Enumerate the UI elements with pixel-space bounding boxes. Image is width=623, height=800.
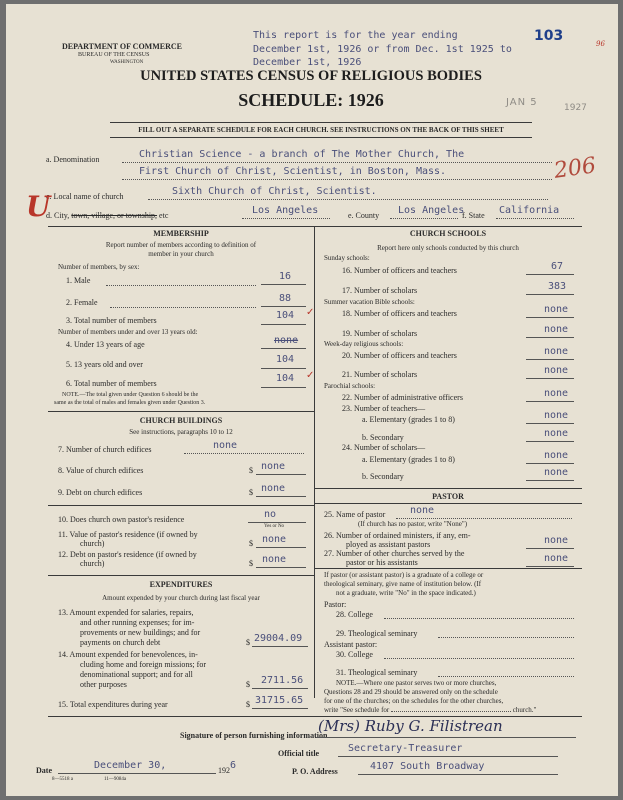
q28-label: 28. College xyxy=(336,610,373,619)
q12-label-1: 12. Debt on pastor's residence (if owned by xyxy=(58,550,197,559)
q13-line4: payments on church debt xyxy=(80,638,161,647)
buildings-heading: CHURCH BUILDINGS xyxy=(139,416,223,425)
county-label: e. County xyxy=(348,211,380,220)
q25-label: 25. Name of pastor xyxy=(324,510,386,519)
grad-line1: If pastor (or assistant pastor) is a graduate of a college or xyxy=(324,571,484,579)
date-value: December 30, xyxy=(94,760,167,771)
female-value: 88 xyxy=(279,293,292,304)
denomination-value-line1: Christian Science - a branch of The Mother Church, The xyxy=(139,149,465,160)
city-value: Los Angeles xyxy=(252,205,319,216)
pastor-note-4: write "See schedule for xyxy=(324,706,390,714)
q9-value: none xyxy=(261,483,286,494)
city-label-struck: town, village, or township, xyxy=(71,211,158,220)
pastor-note-4-end: church." xyxy=(512,706,537,714)
q25-value: none xyxy=(410,505,435,516)
weekday-schools-label: Week-day religious schools: xyxy=(324,340,404,348)
census-form-page: DEPARTMENT OF COMMERCE BUREAU OF THE CENSUS WASHINGTON This report is for the year ending December 1st, 1926 or from Dec. 1st 1925 to December 1st, 1926 103 96 UNITED STATES CENSUS OF RELIGIOUS BODIES SCHEDULE: 1926 JAN 5 1927 FILL OUT A SEPARATE SCHEDULE FOR EACH CHURCH. SEE INSTRUCTIONS ON THE BACK OF THIS SHEET a. Denomination Christian Science - a branch of The Mother Church, The First Church of Christ, Scientist, in Boston, Mass. 206 c. Local name of church Sixth Church of Christ, Scientist. U d. City, town, village, or township, etc Los Angeles e. County Los Angeles f. State California MEMBERSHIP Report number of members according to definition of member in your church Number of members, by sex: 1. Male 16 2. Female 88 3. Total number of members 104 ✓ Number of members under and over 13 years old: 4. Under 13 years of age none 5. 13 years old and over 104 6. Total number of members 104 ✓ NOTE.—The total given under Question 6 should be the same as the total of males and females given under Question 3. CHURCH BUILDINGS See instructions, paragraphs 10 to 12 7. Number of church edifices none 8. Value of church edifices $ none 9. Debt on church edifices $ none 10. Does church own pastor's residence no Yes or No 11. Value of pastor's residence (if owned by church) $ none 12. Debt on pastor's residence (if owned by church) $ none EXPENDITURES Amount expended by your church during last fiscal year 13. Amount expended for salaries, repairs, and other running expenses; for im- provements or new buildings; and for payments on church debt $ 29004.09 14. Amount expended for benevolences, in- cluding home and foreign missions; for denominational support; and for all other purposes $ 2711.56 15. Total expenditures during year $ 31715.65 CHURCH SCHOOLS Report here only schools conducted by this church Sunday schools: 16. Number of officers and teachers 67 17. Number of scholars 383 Summer vacation Bible schools: 18. Number of officers and teachers none 19. Number of scholars none Week-day religious schools: 20. Number of officers and teachers none 21. Number of scholars none Parochial schools: 22. Number of administrative officers none 23. Number of teachers— a. Elementary (grades 1 to 8) none b. Secondary none 24. Number of scholars— a. Elementary (grades 1 to 8) none b. Secondary none PASTOR 25. Name of pastor none (If church has no pastor, write "None") 26. Number of ordained ministers, if any, em- ployed as assistant pastors none 27. Number of other churches served by the pastor or his assistants none If pastor (or assistant pastor) is a graduate of a college or theological seminary, give name of institution below. (If not a graduate, write "No" in the space indicated.) Pastor: 28. College 29. Theological seminary Assistant pastor: 30. College 31. Theological seminary NOTE.—Where one pastor serves two or more churches, Questions 28 and 29 should be answered only on the schedule for one of the churches; on the schedules for the other churches, write "See schedule for church." Signature of person furnishing information (Mrs) Ruby G. Filistrean Official title Secretary-Treasurer Date December 30, 192 6 8—5518 a 11—9084a P. O. Address 4107 South Broadway xyxy=(6,4,618,796)
pastor-label: Pastor: xyxy=(324,600,347,609)
q26-line2: ployed as assistant pastors xyxy=(346,540,431,549)
q15-value: 31715.65 xyxy=(255,695,304,706)
q24b-value: none xyxy=(544,467,569,478)
typed-note-line3: December 1st, 1926 xyxy=(253,57,362,68)
expenditures-subheading: Amount expended by your church during last fiscal year xyxy=(102,594,260,602)
typed-note-line1: This report is for the year ending xyxy=(253,30,458,41)
form-number: 103 xyxy=(534,28,564,44)
q23b-label: b. Secondary xyxy=(362,433,404,442)
pastor-heading: PASTOR xyxy=(432,492,464,501)
total-by-age-label: 6. Total number of members xyxy=(66,379,157,388)
q15-label: 15. Total expenditures during year xyxy=(58,700,168,709)
expenditures-heading: EXPENDITURES xyxy=(149,580,213,589)
q10-value: no xyxy=(264,509,277,520)
under-13-label: 4. Under 13 years of age xyxy=(66,340,145,349)
q16-label: 16. Number of officers and teachers xyxy=(342,266,457,275)
state-value: California xyxy=(499,205,560,216)
denomination-label: a. Denomination xyxy=(46,155,100,164)
q14-currency: $ xyxy=(246,680,250,689)
q12-label-2: church) xyxy=(80,559,105,568)
membership-note-2: same as the total of males and females given under Question 3. xyxy=(54,400,206,406)
membership-subheading-2: member in your church xyxy=(148,250,214,258)
buildings-subheading: See instructions, paragraphs 10 to 12 xyxy=(129,428,233,436)
q23b-value: none xyxy=(544,428,569,439)
q22-value: none xyxy=(544,388,569,399)
typed-note-line2: December 1st, 1926 or from Dec. 1st 1925 to xyxy=(253,44,512,55)
q11-value: none xyxy=(262,534,287,545)
male-value: 16 xyxy=(279,271,292,282)
local-name-label: c. Local name of church xyxy=(46,192,124,201)
q10-label: 10. Does church own pastor's residence xyxy=(58,515,185,524)
q23-label: 23. Number of teachers— xyxy=(342,404,426,413)
city-mark: U xyxy=(26,190,51,223)
q24a-value: none xyxy=(544,450,569,461)
over-13-label: 5. 13 years old and over xyxy=(66,360,143,369)
q25-hint: (If church has no pastor, write "None") xyxy=(358,520,468,528)
assistant-pastor-label: Assistant pastor: xyxy=(324,640,378,649)
q11-currency: $ xyxy=(249,539,253,548)
print-code-2: 11—9084a xyxy=(104,777,127,782)
q7-label: 7. Number of church edifices xyxy=(58,445,152,454)
membership-heading: MEMBERSHIP xyxy=(153,229,209,238)
female-label: 2. Female xyxy=(66,298,98,307)
signature-value: (Mrs) Ruby G. Filistrean xyxy=(318,717,503,735)
q26-line1: 26. Number of ordained ministers, if any, em- xyxy=(324,531,471,540)
q22-label: 22. Number of administrative officers xyxy=(342,393,463,402)
bureau-label: BUREAU OF THE CENSUS xyxy=(78,52,150,58)
q7-value: none xyxy=(213,440,238,451)
q10-hint: Yes or No xyxy=(264,524,285,529)
signature-label: Signature of person furnishing information xyxy=(180,731,328,740)
total-members-value: 104 xyxy=(276,310,295,321)
city-label: d. City, xyxy=(46,211,70,220)
local-name-value: Sixth Church of Christ, Scientist. xyxy=(172,186,377,197)
q19-label: 19. Number of scholars xyxy=(342,329,418,338)
q23a-label: a. Elementary (grades 1 to 8) xyxy=(362,415,455,424)
q13-currency: $ xyxy=(246,638,250,647)
q24b-label: b. Secondary xyxy=(362,472,404,481)
q21-label: 21. Number of scholars xyxy=(342,370,418,379)
city-label-etc: etc xyxy=(159,211,169,220)
q19-value: none xyxy=(544,324,569,335)
q26-value: none xyxy=(544,535,569,546)
q27-value: none xyxy=(544,553,569,564)
official-title-value: Secretary-Treasurer xyxy=(348,743,463,754)
grad-line3: not a graduate, write "No" in the space indicated.) xyxy=(336,589,476,597)
q11-label-1: 11. Value of pastor's residence (if owned by xyxy=(58,530,198,539)
pastor-note-2: Questions 28 and 29 should be answered only on the schedule xyxy=(324,688,498,696)
q14-line4: other purposes xyxy=(80,680,127,689)
schedule-title: SCHEDULE: 1926 xyxy=(238,90,384,110)
q16-value: 67 xyxy=(551,261,564,272)
membership-note-1: NOTE.—The total given under Question 6 should be the xyxy=(62,392,199,398)
age-label: Number of members under and over 13 years old: xyxy=(58,328,198,336)
date-label: Date xyxy=(36,766,52,775)
sunday-schools-label: Sunday schools: xyxy=(324,254,370,262)
q30-label: 30. College xyxy=(336,650,373,659)
total-members-label: 3. Total number of members xyxy=(66,316,157,325)
q13-line1: 13. Amount expended for salaries, repairs, xyxy=(58,608,194,617)
over-13-value: 104 xyxy=(276,354,295,365)
schools-heading: CHURCH SCHOOLS xyxy=(409,229,487,238)
q27-line1: 27. Number of other churches served by the xyxy=(324,549,465,558)
q8-value: none xyxy=(261,461,286,472)
q8-label: 8. Value of church edifices xyxy=(58,466,144,475)
membership-subheading-1: Report number of members according to definition of xyxy=(105,241,257,249)
q12-value: none xyxy=(262,554,287,565)
print-code: 8—5518 a xyxy=(52,777,73,782)
address-value: 4107 South Broadway xyxy=(370,761,485,772)
q11-label-2: church) xyxy=(80,539,105,548)
state-label: f. State xyxy=(462,211,485,220)
denomination-value-line2: First Church of Christ, Scientist, in Boston, Mass. xyxy=(139,166,447,177)
q13-line2: and other running expenses; for im- xyxy=(80,618,195,627)
q9-currency: $ xyxy=(249,488,253,497)
members-by-sex-label: Number of members, by sex: xyxy=(58,263,140,271)
q21-value: none xyxy=(544,365,569,376)
q18-label: 18. Number of officers and teachers xyxy=(342,309,457,318)
q15-currency: $ xyxy=(246,700,250,709)
q8-currency: $ xyxy=(249,466,253,475)
received-stamp-year: 1927 xyxy=(564,103,587,113)
official-title-label: Official title xyxy=(278,749,320,758)
code-mark: 206 xyxy=(552,153,598,184)
under-13-value: none xyxy=(274,335,299,346)
q23a-value: none xyxy=(544,410,569,421)
q31-label: 31. Theological seminary xyxy=(336,668,418,677)
q18-value: none xyxy=(544,304,569,315)
year-prefix: 192 xyxy=(218,766,230,775)
total-by-age-value: 104 xyxy=(276,373,295,384)
q17-label: 17. Number of scholars xyxy=(342,286,418,295)
grad-line2: theological seminary, give name of institution below. (If xyxy=(324,580,482,588)
department-label: DEPARTMENT OF COMMERCE xyxy=(62,42,183,51)
summer-schools-label: Summer vacation Bible schools: xyxy=(324,298,415,306)
address-label: P. O. Address xyxy=(292,767,338,776)
parochial-schools-label: Parochial schools: xyxy=(324,382,376,390)
q24a-label: a. Elementary (grades 1 to 8) xyxy=(362,455,455,464)
q14-line2: cluding home and foreign missions; for xyxy=(80,660,206,669)
q24-label: 24. Number of scholars— xyxy=(342,443,426,452)
q13-line3: provements or new buildings; and for xyxy=(80,628,201,637)
form-title: UNITED STATES CENSUS OF RELIGIOUS BODIES xyxy=(140,68,482,84)
q12-currency: $ xyxy=(249,559,253,568)
q20-value: none xyxy=(544,346,569,357)
city-label: WASHINGTON xyxy=(110,60,144,65)
pastor-note-1: NOTE.—Where one pastor serves two or more churches, xyxy=(336,679,497,687)
received-stamp-date: JAN 5 xyxy=(506,97,538,108)
instruction-line: FILL OUT A SEPARATE SCHEDULE FOR EACH CHURCH. SEE INSTRUCTIONS ON THE BACK OF THIS SHEET xyxy=(138,126,504,134)
pastor-note-3: for one of the churches; on the schedules for the other churches, xyxy=(324,697,504,705)
county-value: Los Angeles xyxy=(398,205,465,216)
q20-label: 20. Number of officers and teachers xyxy=(342,351,457,360)
year-digit: 6 xyxy=(230,760,237,771)
q17-value: 383 xyxy=(548,281,567,292)
corner-mark: 96 xyxy=(596,40,605,48)
male-label: 1. Male xyxy=(66,276,91,285)
q14-line3: denominational support; and for all xyxy=(80,670,193,679)
q29-label: 29. Theological seminary xyxy=(336,629,418,638)
q13-value: 29004.09 xyxy=(254,633,303,644)
q9-label: 9. Debt on church edifices xyxy=(58,488,143,497)
q14-value: 2711.56 xyxy=(261,675,304,686)
q14-line1: 14. Amount expended for benevolences, in- xyxy=(58,650,198,659)
q27-line2: pastor or his assistants xyxy=(346,558,418,567)
schools-subheading: Report here only schools conducted by this church xyxy=(377,244,519,252)
